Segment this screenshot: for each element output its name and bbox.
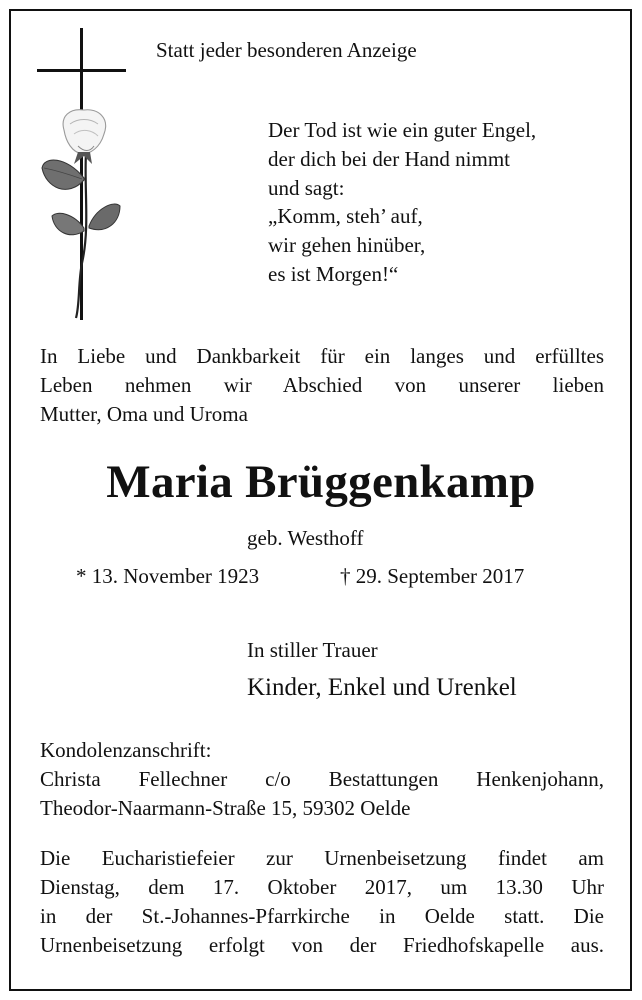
service-line: Urnenbeisetzung erfolgt von der Friedhofskapelle aus. [40, 933, 604, 957]
maiden-name: geb. Westhoff [247, 526, 364, 550]
poem-line: und sagt: [268, 175, 345, 200]
poem-line: wir gehen hinüber, [268, 233, 426, 258]
intro-paragraph [40, 342, 604, 429]
deceased-name: Maria Brüggenkamp [106, 456, 536, 508]
service-line: Dienstag, dem 17. Oktober 2017, um 13.30 Uhr [40, 875, 604, 899]
service-line: in der St.-Johannes-Pfarrkirche in Oelde statt. Die [40, 904, 604, 928]
poem-line: es ist Morgen!“ [268, 261, 399, 286]
intro-line: In Liebe und Dankbarkeit für ein langes und erfülltes [40, 344, 604, 368]
service-line: Die Eucharistiefeier zur Urnenbeisetzung findet am [40, 846, 604, 870]
mourners: Kinder, Enkel und Urenkel [247, 674, 517, 701]
header-note: Statt jeder besonderen Anzeige [156, 38, 417, 62]
intro-line: Mutter, Oma und Uroma [40, 402, 248, 426]
birth-date: * 13. November 1923 [76, 564, 260, 588]
poem-line: Der Tod ist wie ein guter Engel, [268, 118, 537, 142]
condolence-line: Theodor-Naarmann-Straße 15, 59302 Oelde [40, 796, 411, 820]
condolence-heading: Kondolenzanschrift: [40, 738, 212, 762]
service-info [40, 844, 604, 960]
condolence-address [40, 736, 604, 823]
condolence-line: Christa Fellechner c/o Bestattungen Henkenjohann, [40, 767, 604, 791]
poem-line: „Komm, steh’ auf, [268, 204, 423, 229]
death-date: † 29. September 2017 [340, 564, 525, 588]
poem [268, 116, 536, 289]
mourning-line: In stiller Trauer [247, 638, 378, 662]
poem-line: der dich bei der Hand nimmt [268, 146, 511, 171]
cross-rose-illustration [34, 28, 130, 320]
intro-line: Leben nehmen wir Abschied von unserer lieben [40, 373, 604, 397]
